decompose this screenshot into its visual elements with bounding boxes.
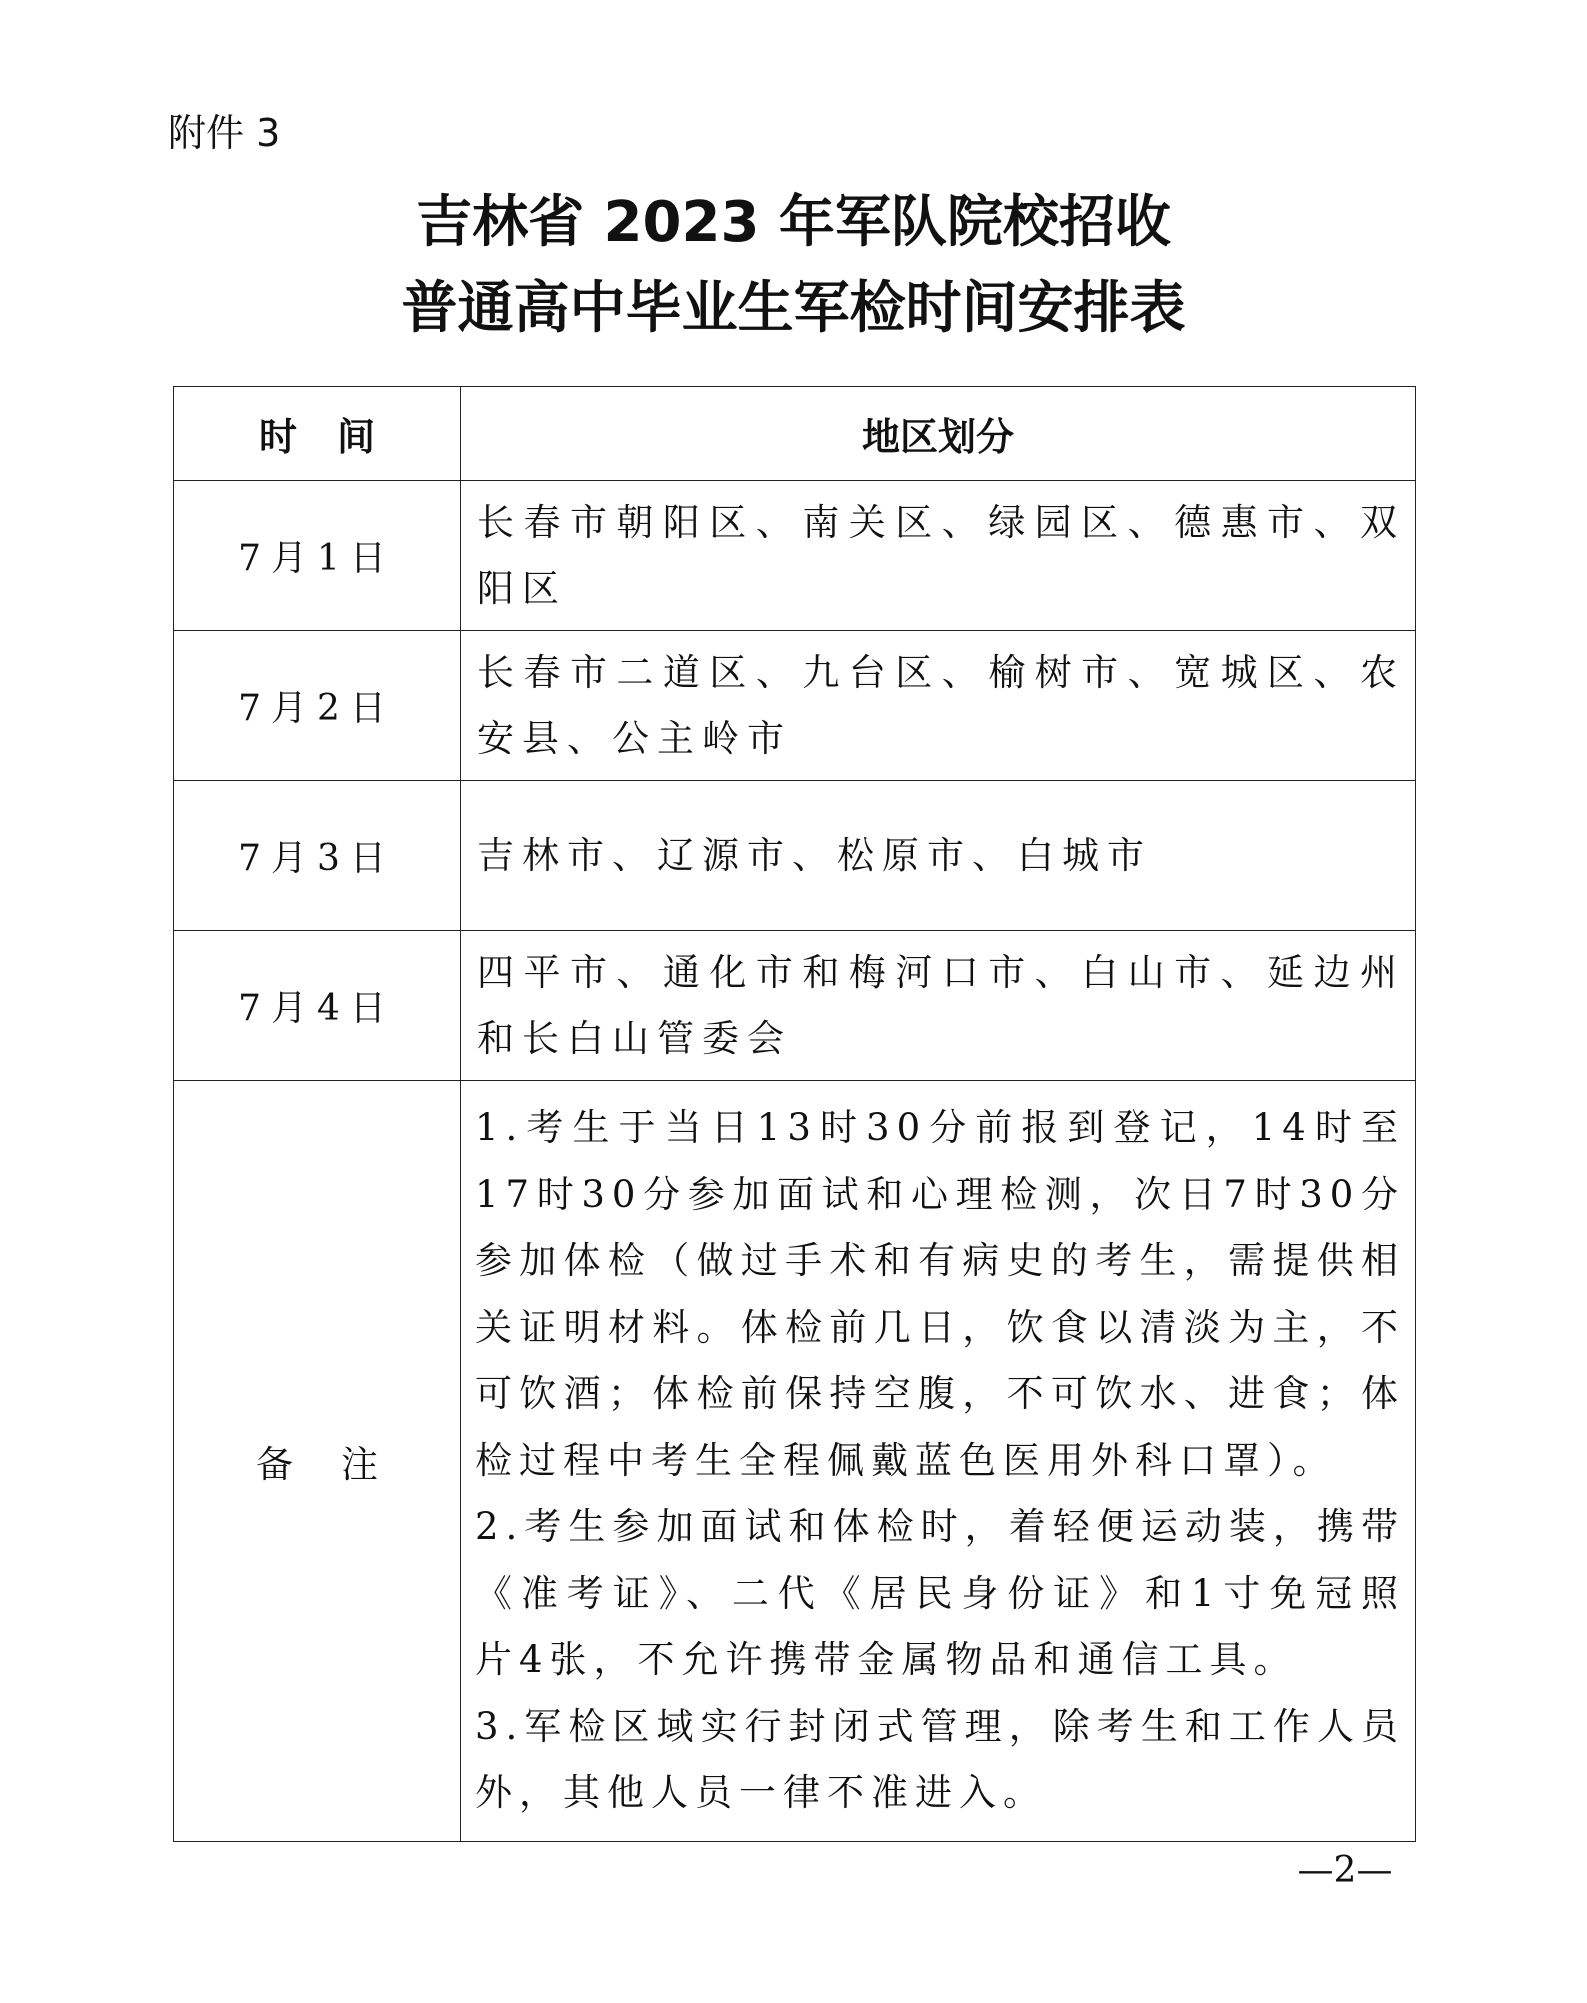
date-cell: 7月1日 <box>174 481 461 631</box>
page-number: —2— <box>1297 1850 1393 1891</box>
table-row <box>174 931 1416 1081</box>
region-cell: 四平市、通化市和梅河口市、白山市、延边州和长白山管委会 <box>461 931 1416 1081</box>
note-item: 2.考生参加面试和体检时，着轻便运动装，携带《准考证》、二代《居民身份证》和1寸免冠照片4张，不允许携带金属物品和通信工具。 <box>475 1505 1405 1681</box>
date-cell: 7月2日 <box>174 631 461 781</box>
title-line-2: 普通高中毕业生军检时间安排表 <box>401 276 1186 341</box>
note-item: 1.考生于当日13时30分前报到登记，14时至17时30分参加面试和心理检测，次日7时30分参加体检（做过手术和有病史的考生，需提供相关证明材料。体检前几日，饮食以清淡为主，不可饮酒；体检前保持空腹，不可饮水、进食；体检过程中考生全程佩戴蓝色医用外科口罩）。 <box>475 1106 1405 1482</box>
title-line-1: 吉林省 2023 年军队院校招收 <box>416 190 1171 255</box>
schedule-table <box>173 386 1416 1842</box>
header-time: 时间 <box>174 387 461 481</box>
header-region: 地区划分 <box>461 387 1416 481</box>
note-item: 3.军检区域实行封闭式管理，除考生和工作人员外，其他人员一律不准进入。 <box>475 1704 1405 1814</box>
date-cell: 7月3日 <box>174 781 461 931</box>
table-row <box>174 481 1416 631</box>
notes-label: 备注 <box>174 1081 461 1842</box>
region-cell: 长春市二道区、九台区、榆树市、宽城区、农安县、公主岭市 <box>461 631 1416 781</box>
region-cell: 长春市朝阳区、南关区、绿园区、德惠市、双阳区 <box>461 481 1416 631</box>
table-row <box>174 631 1416 781</box>
region-cell: 吉林市、辽源市、松原市、白城市 <box>461 781 1416 931</box>
table-row <box>174 781 1416 931</box>
document-title <box>0 180 1587 352</box>
date-cell: 7月4日 <box>174 931 461 1081</box>
notes-content <box>461 1081 1416 1842</box>
table-header-row <box>174 387 1416 481</box>
notes-row <box>174 1081 1416 1842</box>
attachment-label: 附件 3 <box>168 111 281 155</box>
